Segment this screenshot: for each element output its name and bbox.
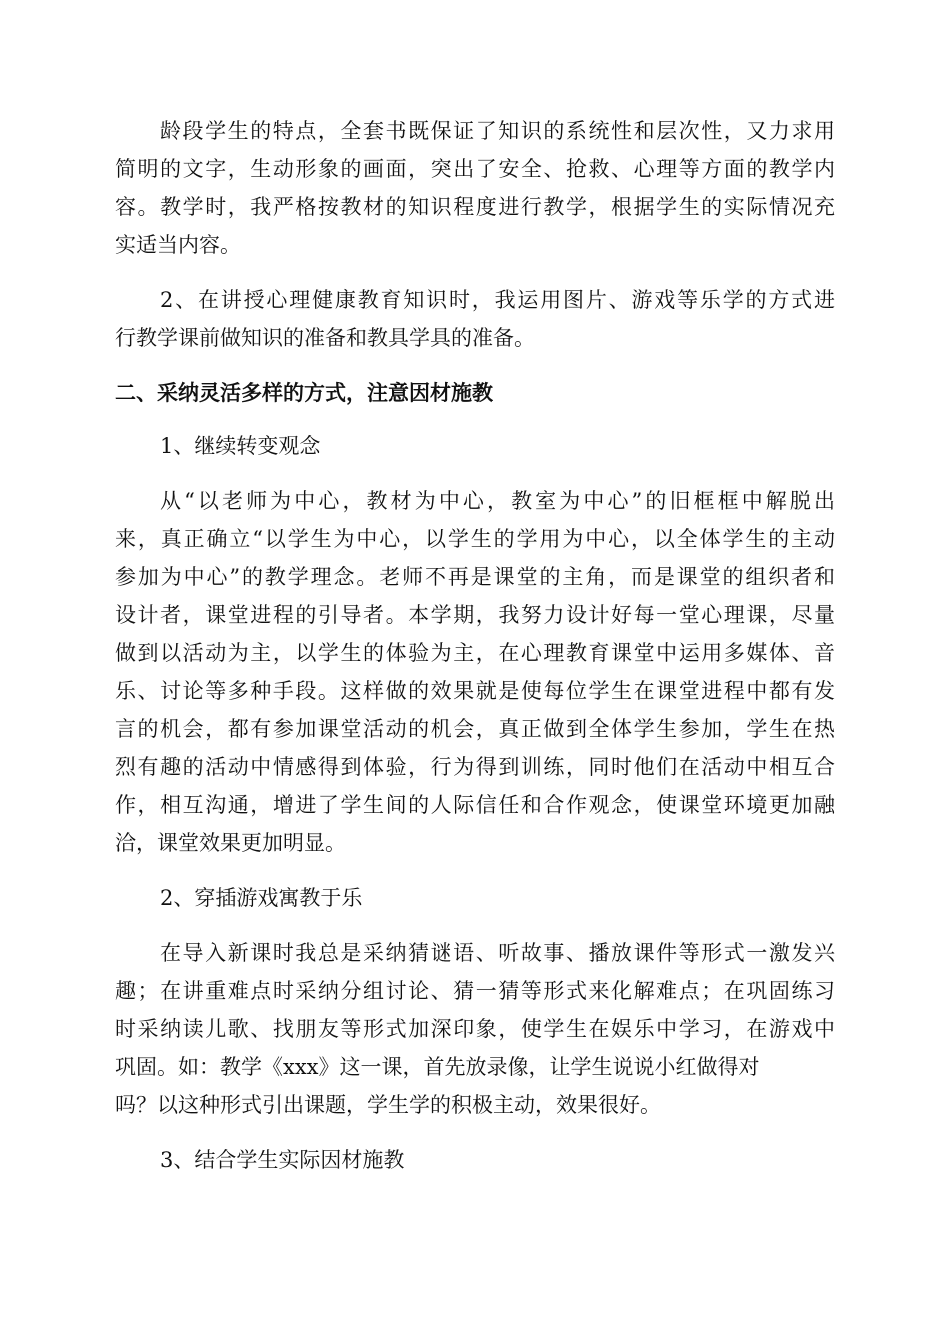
subsection-heading: 3、结合学生实际因材施教 — [160, 1148, 405, 1172]
paragraph-line: 洽，课堂效果更加明显。 — [115, 831, 346, 855]
paragraph-line: 做到以活动为主，以学生的体验为主，在心理教育课堂中运用多媒体、音 — [115, 641, 835, 665]
paragraph-line: 时采纳读儿歌、找朋友等形式加深印象，使学生在娱乐中学习，在游戏中 — [115, 1017, 835, 1041]
subsection-heading: 2、穿插游戏寓教于乐 — [160, 886, 363, 910]
paragraph-line: 设计者，课堂进程的引导者。本学期，我努力设计好每一堂心理课，尽量 — [115, 603, 835, 627]
paragraph-line: 作，相互沟通，增进了学生间的人际信任和合作观念，使课堂环境更加融 — [115, 793, 835, 817]
section-heading: 二、采纳灵活多样的方式，注意因材施教 — [115, 380, 493, 405]
paragraph-line: 实适当内容。 — [115, 233, 241, 257]
paragraph-line: 乐、讨论等多种手段。这样做的效果就是使每位学生在课堂进程中都有发 — [115, 679, 835, 703]
paragraph-line: 在导入新课时我总是采纳猜谜语、听故事、播放课件等形式一激发兴 — [160, 941, 835, 965]
paragraph-line: 龄段学生的特点，全套书既保证了知识的系统性和层次性，又力求用 — [160, 119, 835, 143]
paragraph-line: 2、在讲授心理健康教育知识时，我运用图片、游戏等乐学的方式进 — [160, 288, 835, 312]
paragraph-line: 来，真正确立“以学生为中心，以学生的学用为中心，以全体学生的主动 — [115, 527, 835, 551]
paragraph-line: 容。教学时，我严格按教材的知识程度进行教学，根据学生的实际情况充 — [115, 195, 835, 219]
subsection-heading: 1、继续转变观念 — [160, 434, 321, 458]
paragraph-line: 烈有趣的活动中情感得到体验，行为得到训练，同时他们在活动中相互合 — [115, 755, 835, 779]
paragraph-line: 巩固。如：教学《xxx》这一课，首先放录像，让学生说说小红做得对 — [115, 1055, 760, 1079]
paragraph-line: 行教学课前做知识的准备和教具学具的准备。 — [115, 326, 535, 350]
paragraph-line: 简明的文字，生动形象的画面，突出了安全、抢救、心理等方面的教学内 — [115, 157, 835, 181]
paragraph-line: 吗？以这种形式引出课题，学生学的积极主动，效果很好。 — [115, 1093, 661, 1117]
paragraph-line: 参加为中心”的教学理念。老师不再是课堂的主角，而是课堂的组织者和 — [115, 565, 835, 589]
paragraph-line: 言的机会，都有参加课堂活动的机会，真正做到全体学生参加，学生在热 — [115, 717, 835, 741]
paragraph-line: 趣；在讲重难点时采纳分组讨论、猜一猜等形式来化解难点；在巩固练习 — [115, 979, 835, 1003]
paragraph-line: 从“以老师为中心，教材为中心，教室为中心”的旧框框中解脱出 — [160, 489, 835, 513]
